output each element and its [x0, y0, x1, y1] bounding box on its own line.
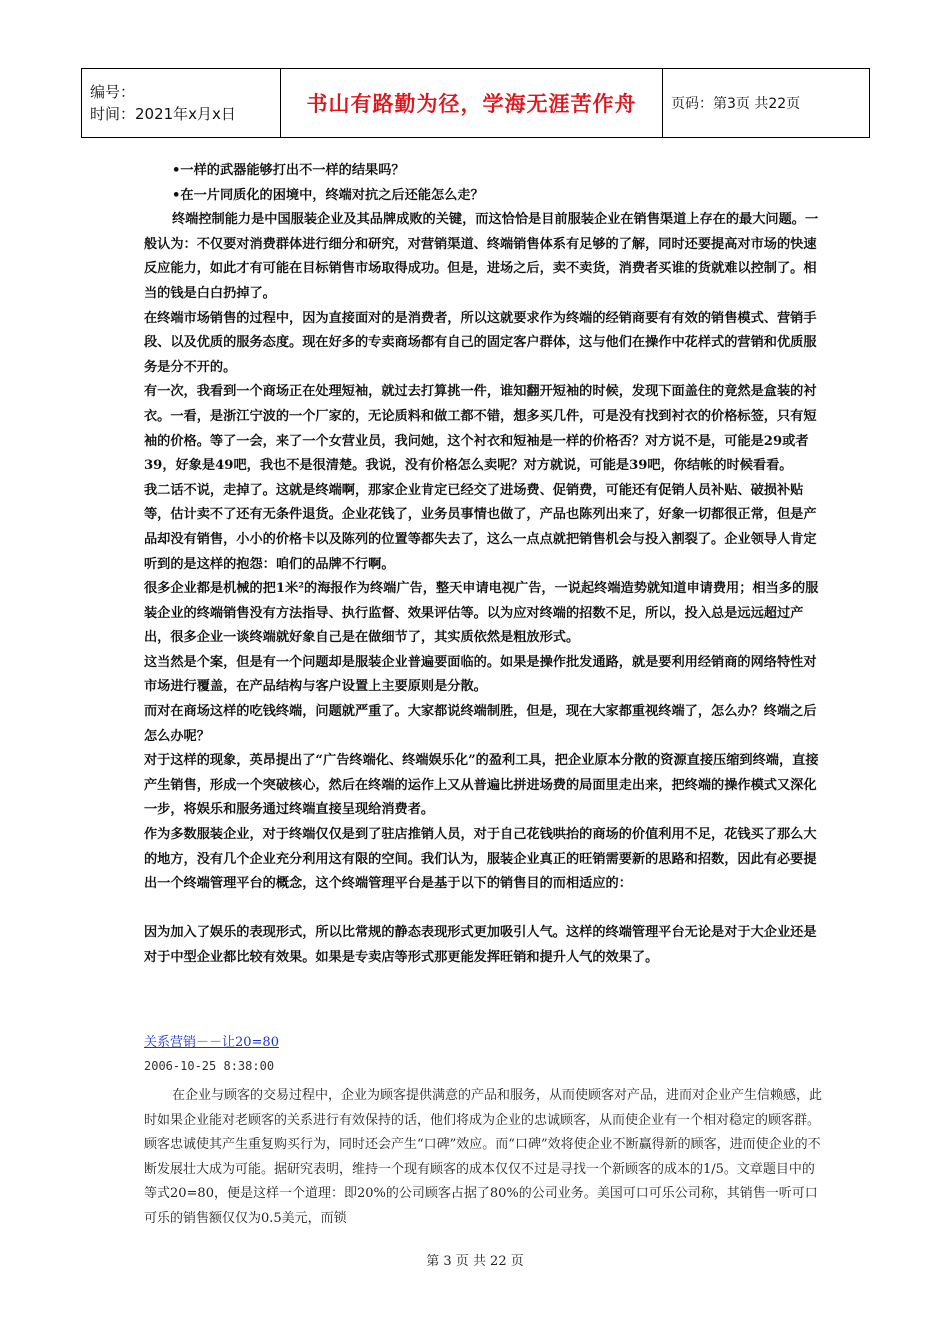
paragraph-spacer [144, 897, 824, 922]
body-paragraph: 作为多数服装企业，对于终端仅仅是到了驻店推销人员，对于自己花钱哄抬的商场的价值利用不足，花钱买了那么大的地方，没有几个企业充分利用这有限的空间。我们认为，服装企业真正的旺销需要新的思路和招数，因此有必要提出一个终端管理平台的概念，这个终端管理平台是基于以下的销售目的而相适应的： [144, 827, 817, 892]
body-paragraph: 这当然是个案，但是有一个问题却是服装企业普遍要面临的。如果是操作批发通路，就是要利用经销商的网络特性对市场进行覆盖，在产品结构与客户设置上主要原则是分散。 [144, 654, 817, 695]
body-paragraph: 有一次，我看到一个商场正在处理短袖，就过去打算挑一件，谁知翻开短袖的时候，发现下面盖住的竟然是盒装的衬衣。一看，是浙江宁波的一个厂家的，无论质料和做工都不错，想多买几件，可是没有找到衬衣的价格标签，只有短袖的价格。等了一会，来了一个女营业员，我问她，这个衬衣和短袖是一样的价格否？对方说不是，可能是29或者39，好象是49吧，我也不是很清楚。我说，没有价格怎么卖呢？对方就说，可能是39吧，你结帐的时候看看。 [144, 384, 817, 474]
page-header [81, 68, 870, 138]
body-paragraph: 终端控制能力是中国服装企业及其品牌成败的关键，而这恰恰是目前服装企业在销售渠道上存在的最大问题。一般认为：不仅要对消费群体进行细分和研究，对营销渠道、终端销售体系有足够的了解，同时还要提高对市场的快速反应能力，如此才有可能在目标销售市场取得成功。但是，进场之后，卖不卖货，消费者买谁的货就难以控制了。相当的钱是白白扔掉了。 [144, 212, 819, 301]
header-page-number: 页码：第3页 共22页 [663, 69, 870, 138]
blog-article [144, 1033, 824, 1232]
document-date-label: 时间：2021年x月x日 [90, 105, 236, 123]
article-title-link[interactable]: 关系营销－－让20=80 [144, 1035, 279, 1050]
article-paragraph: 在企业与顾客的交易过程中，企业为顾客提供满意的产品和服务，从而使顾客对产品，进而对企业产生信赖感，此时如果企业能对老顾客的关系进行有效保持的话，他们将成为企业的忠诚顾客，从而使企业有一个相对稳定的顾客群。顾客忠诚使其产生重复购买行为，同时还会产生“口碑”效应。而“口碑”效将使企业不断赢得新的顾客，进而使企业的不断发展壮大成为可能。据研究表明，维持一个现有顾客的成本仅仅不过是寻找一个新顾客的成本的1/5。文章题目中的等式20=80，便是这样一个道理：即20%的公司顾客占据了80%的公司业务。美国可口可乐公司称，其销售一听可口可乐的销售额仅仅为0.5美元，而锁 [144, 1088, 823, 1226]
body-paragraph: 我二话不说，走掉了。这就是终端啊，那家企业肯定已经交了进场费、促销费，可能还有促销人员补贴、破损补贴等，估计卖不了还有无条件退货。企业花钱了，业务员事情也做了，产品也陈列出来了，好象一切都很正常，但是产品却没有销售，小小的价格卡以及陈列的位置等都失去了，这么一点点就把销售机会与投入割裂了。企业领导人肯定听到的是这样的抱怨：咱们的品牌不行啊。 [144, 482, 817, 572]
main-body-text [144, 159, 824, 971]
body-paragraph: 对于这样的现象，英昂提出了“广告终端化、终端娱乐化”的盈利工具，把企业原本分散的资源直接压缩到终端，直接产生销售，形成一个突破核心，然后在终端的运作上又从普遍比拼进场费的局面里走出来，把终端的操作模式又深化一步，将娱乐和服务通过终端直接呈现给消费者。 [144, 753, 819, 818]
document-number-label: 编号： [90, 83, 136, 101]
article-date: 2006-10-25 8:38:00 [144, 1059, 275, 1073]
bullet-line: •一样的武器能够打出不一样的结果吗？ [172, 163, 405, 178]
bullet-line: •在一片同质化的困境中，终端对抗之后还能怎么走？ [172, 187, 484, 203]
closing-paragraph: 因为加入了娱乐的表现形式，所以比常规的静态表现形式更加吸引人气。这样的终端管理平台无论是对于大企业还是对于中型企业都比较有效果。如果是专卖店等形式那更能发挥旺销和提升人气的效果了。 [144, 925, 817, 965]
header-meta [82, 69, 281, 138]
body-paragraph: 在终端市场销售的过程中，因为直接面对的是消费者，所以这就要求作为终端的经销商要有有效的销售模式、营销手段、以及优质的服务态度。现在好多的专卖商场都有自己的固定客户群体，这与他们在操作中花样式的营销和优质服务是分不开的。 [144, 310, 817, 375]
body-paragraph: 很多企业都是机械的把1米²的海报作为终端广告，整天申请电视广告，一说起终端造势就知道申请费用；相当多的服装企业的终端销售没有方法指导、执行监督、效果评估等。以为应对终端的招数不足，所以，投入总是远远超过产出，很多企业一谈终端就好象自己是在做细节了，其实质依然是粗放形式。 [144, 581, 819, 646]
body-paragraph: 而对在商场这样的吃钱终端，问题就严重了。大家都说终端制胜，但是，现在大家都重视终端了，怎么办？终端之后怎么办呢？ [144, 704, 817, 744]
header-slogan: 书山有路勤为径，学海无涯苦作舟 [281, 69, 663, 138]
page-footer: 第 3 页 共 22 页 [426, 1254, 524, 1269]
